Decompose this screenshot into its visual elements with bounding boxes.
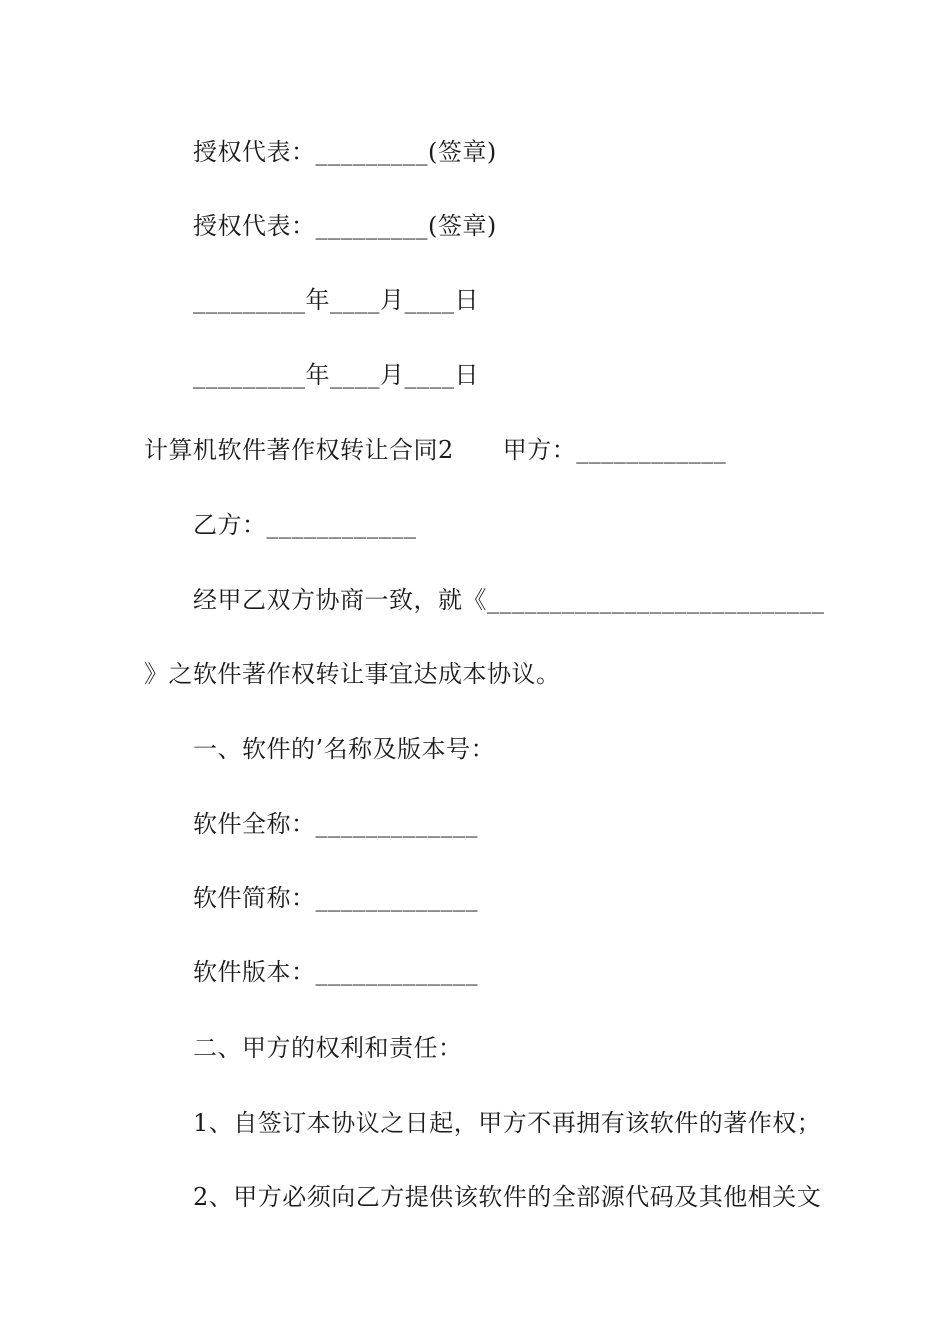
party-b-line: 乙方：____________ bbox=[193, 511, 417, 539]
agreement-intro: 经甲乙双方协商一致，就《___________________________ bbox=[193, 586, 825, 614]
agreement-intro-cont: 》之软件著作权转让事宜达成本协议。 bbox=[144, 660, 561, 688]
clause-1: 1、自签订本协议之日起，甲方不再拥有该软件的著作权； bbox=[193, 1109, 822, 1137]
section-1-heading: 一、软件的’名称及版本号： bbox=[193, 735, 496, 763]
software-version: 软件版本：_____________ bbox=[193, 958, 478, 986]
software-full-name: 软件全称：_____________ bbox=[193, 810, 478, 838]
clause-2: 2、甲方必须向乙方提供该软件的全部源代码及其他相关文 bbox=[193, 1183, 822, 1211]
software-short-name: 软件简称：_____________ bbox=[193, 884, 478, 912]
contract-title-party-a: 计算机软件著作权转让合同2 甲方：____________ bbox=[144, 436, 727, 464]
date-line-1: _________年____月____日 bbox=[193, 286, 479, 314]
signature-line-2: 授权代表：_________(签章) bbox=[193, 212, 497, 240]
section-2-heading: 二、甲方的权利和责任： bbox=[193, 1034, 463, 1062]
signature-line-1: 授权代表：_________(签章) bbox=[193, 138, 497, 166]
date-line-2: _________年____月____日 bbox=[193, 361, 479, 389]
